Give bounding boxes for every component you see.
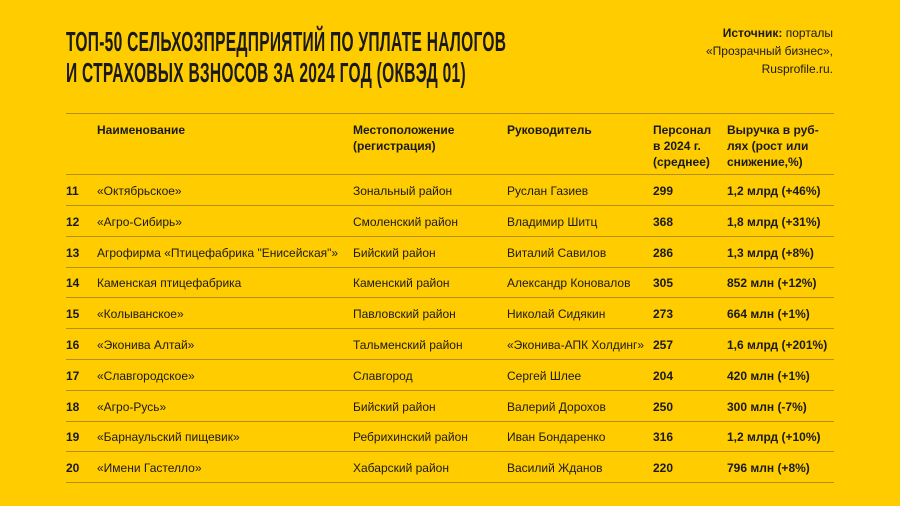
cell-name: «Колыванское»	[97, 307, 184, 322]
cell-rank: 15	[66, 307, 80, 322]
cell-name: Каменская птицефабрика	[97, 276, 242, 291]
cell-name: «Славгородское»	[97, 368, 195, 383]
source-label: Источник:	[722, 26, 783, 40]
table-row	[0, 421, 900, 452]
header-location	[353, 122, 454, 154]
header-staff-line: Персонал	[653, 123, 712, 137]
cell-head: «Эконива-АПК Холдинг»	[507, 338, 645, 352]
table-row	[0, 391, 900, 422]
cell-head: Владимир Шитц	[507, 214, 598, 229]
table-row	[0, 237, 900, 268]
table-row	[0, 206, 900, 237]
table-row	[0, 267, 900, 298]
title-line-2: И СТРАХОВЫХ ВЗНОСОВ ЗА 2024 ГОД (ОКВЭД 01)	[66, 57, 466, 88]
cell-revenue: 1,8 млрд (+31%)	[727, 214, 821, 229]
cell-revenue: 1,3 млрд (+8%)	[727, 245, 814, 260]
cell-name: «Агро-Сибирь»	[97, 214, 182, 229]
title-line-1: ТОП-50 СЕЛЬХОЗПРЕДПРИЯТИЙ ПО УПЛАТЕ НАЛОГОВ	[66, 26, 507, 57]
source-line-3: Rusprofile.ru.	[761, 62, 833, 76]
divider	[66, 113, 834, 114]
header-location-line: Местоположение	[353, 123, 455, 137]
table-row	[0, 452, 900, 483]
header-revenue-line: лях (рост или	[727, 139, 809, 153]
source-note	[706, 24, 833, 78]
cell-rank: 11	[66, 184, 79, 198]
cell-name: «Имени Гастелло»	[97, 461, 202, 476]
cell-head: Сергей Шлее	[507, 368, 582, 383]
cell-rank: 17	[66, 368, 80, 383]
cell-rank: 19	[66, 430, 80, 445]
cell-head: Виталий Савилов	[507, 245, 607, 260]
cell-revenue: 1,2 млрд (+46%)	[727, 184, 821, 198]
cell-head: Николай Сидякин	[507, 307, 606, 322]
cell-name: «Октябрьское»	[97, 184, 182, 198]
header-revenue	[727, 122, 819, 170]
cell-staff: 204	[653, 368, 674, 383]
cell-rank: 18	[66, 399, 80, 414]
header-location-line: (регистрация)	[353, 139, 436, 153]
cell-location: Бийский район	[353, 399, 436, 414]
cell-location: Бийский район	[353, 245, 436, 260]
cell-location: Славгород	[353, 368, 413, 383]
cell-staff: 286	[653, 245, 674, 260]
cell-location: Каменский район	[353, 276, 450, 291]
cell-name: Агрофирма «Птицефабрика "Енисейская"»	[97, 245, 339, 260]
cell-head: Иван Бондаренко	[507, 430, 606, 445]
cell-rank: 16	[66, 338, 80, 352]
source-line-2: «Прозрачный бизнес»,	[705, 44, 833, 58]
cell-revenue: 1,2 млрд (+10%)	[727, 430, 821, 445]
cell-name: «Барнаульский пищевик»	[97, 430, 240, 445]
cell-staff: 305	[653, 276, 674, 291]
header-name: Наименование	[97, 123, 186, 137]
cell-staff: 316	[653, 430, 674, 445]
cell-head: Руслан Газиев	[507, 184, 589, 198]
table-row	[0, 175, 900, 206]
header-revenue-line: снижение,%)	[727, 155, 803, 169]
cell-rank: 13	[66, 245, 80, 260]
cell-revenue: 300 млн (-7%)	[727, 399, 807, 414]
header-staff-line: (среднее)	[653, 155, 710, 169]
table-row	[0, 298, 900, 329]
header-staff	[653, 122, 711, 170]
cell-staff: 220	[653, 461, 674, 476]
cell-name: «Агро-Русь»	[97, 399, 167, 414]
header-staff-line: в 2024 г.	[653, 139, 701, 153]
cell-staff: 273	[653, 307, 674, 322]
cell-head: Александр Коновалов	[507, 276, 631, 291]
divider	[66, 482, 834, 483]
header-head: Руководитель	[507, 123, 592, 137]
cell-location: Хабарский район	[353, 461, 449, 476]
cell-location: Павловский район	[353, 307, 456, 322]
cell-head: Василий Жданов	[507, 461, 603, 476]
cell-revenue: 852 млн (+12%)	[727, 276, 817, 291]
cell-rank: 12	[66, 214, 80, 229]
cell-location: Зональный район	[353, 184, 453, 198]
table-row	[0, 329, 900, 360]
cell-location: Тальменский район	[353, 338, 463, 352]
table-row	[0, 360, 900, 391]
cell-revenue: 1,6 млрд (+201%)	[727, 338, 828, 352]
cell-staff: 257	[653, 338, 674, 352]
cell-revenue: 420 млн (+1%)	[727, 368, 810, 383]
cell-revenue: 664 млн (+1%)	[727, 307, 810, 322]
cell-rank: 20	[66, 461, 80, 476]
cell-staff: 299	[653, 184, 674, 198]
cell-staff: 250	[653, 399, 674, 414]
source-line-1: порталы	[785, 26, 833, 40]
cell-location: Смоленский район	[353, 214, 458, 229]
header-revenue-line: Выручка в руб-	[727, 123, 819, 137]
cell-name: «Эконива Алтай»	[97, 338, 195, 352]
cell-revenue: 796 млн (+8%)	[727, 461, 810, 476]
cell-rank: 14	[66, 276, 80, 291]
cell-staff: 368	[653, 214, 674, 229]
cell-head: Валерий Дорохов	[507, 399, 606, 414]
cell-location: Ребрихинский район	[353, 430, 468, 445]
